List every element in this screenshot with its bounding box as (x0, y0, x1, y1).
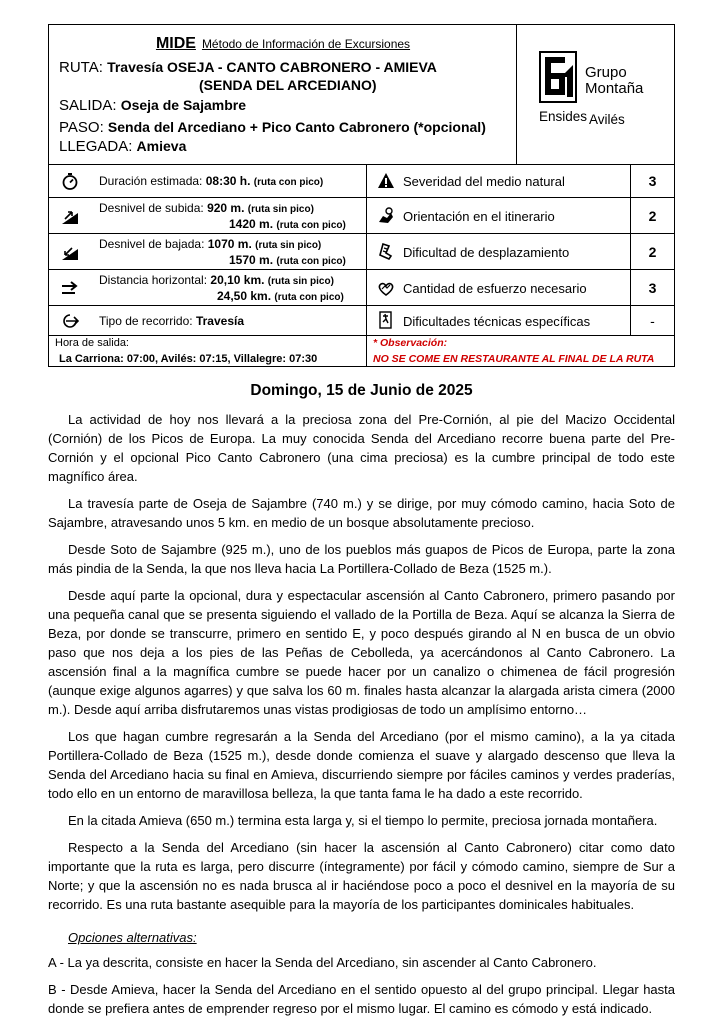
paragraph: En la citada Amieva (650 m.) termina esta larga y, si el tiempo lo permite, preciosa jornada montañera. (68, 813, 658, 828)
paso-line (59, 119, 486, 136)
subida-value-2: 1420 m. (229, 217, 274, 231)
llegada-line (59, 138, 186, 155)
warning-icon (377, 172, 395, 190)
salida-value: Oseja de Sajambre (120, 97, 246, 113)
ascent-icon (61, 208, 79, 226)
compass-hand-icon (377, 207, 395, 225)
distance-arrows-icon (61, 280, 79, 298)
subida-note-1: (ruta sin pico) (247, 204, 314, 215)
route-type-icon (61, 312, 79, 330)
ruta-line-2 (199, 77, 377, 94)
rating-label-tecnicas: Dificultades técnicas específicas (403, 314, 591, 329)
paso-label: PASO: (59, 119, 104, 136)
logo-sub-2: Avilés (589, 112, 625, 127)
bajada-value-1: 1070 m. (207, 237, 252, 251)
paragraph: Respecto a la Senda del Arcediano (sin hacer la ascensión al Canto Cabronero) citar como dato importante que la ruta es larga, pero discurre (íntegramente) por fácil y cómodo camino, siempre de Sur a Norte; y que la ascensión no es nada brusca al ir haciéndose poco a poco el desnivel en la mayoría de su recorrido. Es una ruta bastante asequible para la mayoría de los participantes dominicales habituales. (48, 840, 675, 912)
distancia-value-1: 20,10 km. (210, 273, 265, 287)
stats-row-hora (49, 336, 674, 366)
rating-value-desplazamiento: 2 (648, 244, 657, 260)
duracion-label: Duración estimada: (99, 174, 203, 188)
ruta-value: Travesía OSEJA - CANTO CABRONERO - AMIEVA (107, 59, 437, 75)
option-b: B - Desde Amieva, hacer la Senda del Arcediano en el sentido opuesto al del grupo principal. Llegar hasta donde se prefiera antes de emprender regreso por el mismo lugar. El camino es cómodo y está indicado. (48, 982, 675, 1016)
descent-icon (61, 244, 79, 262)
club-logo (517, 25, 674, 165)
logo-name-2: Montaña (585, 80, 644, 97)
bajada-note-2: (ruta con pico) (276, 256, 346, 267)
route-header (49, 25, 517, 165)
logo-name-1: Grupo (585, 64, 627, 81)
salida-line (59, 97, 246, 114)
distancia-note-2: (ruta con pico) (274, 292, 344, 303)
climbing-icon (377, 311, 395, 329)
duracion-note: (ruta con pico) (253, 177, 324, 188)
paragraph: La travesía parte de Oseja de Sajambre (740 m.) y se dirige, por muy cómodo camino, hacia Soto de Sajambre, atravesando unos 5 km. en medio de un bosque absolutamente precioso. (48, 496, 675, 530)
ruta-label: RUTA: (59, 59, 103, 76)
mountain-heart-icon (377, 279, 395, 297)
distancia-value-2: 24,50 km. (217, 289, 272, 303)
observacion-text: NO SE COME EN RESTAURANTE AL FINAL DE LA RUTA (373, 353, 655, 365)
llegada-value: Amieva (136, 138, 187, 154)
stats-row-bajada (49, 234, 674, 270)
hora-label: Hora de salida: (55, 337, 129, 349)
options-title: Opciones alternativas: (68, 930, 197, 945)
rating-label-esfuerzo: Cantidad de esfuerzo necesario (403, 281, 587, 296)
logo-subtext (539, 109, 625, 127)
duracion-value: 08:30 h. (205, 174, 251, 188)
bajada-label: Desnivel de bajada: (99, 237, 205, 251)
observacion-label: * Observación: (373, 337, 448, 349)
subida-value-1: 920 m. (207, 201, 245, 215)
stats-row-distancia (49, 270, 674, 306)
tipo-value: Travesía (195, 314, 244, 328)
distancia-note-1: (ruta sin pico) (267, 276, 334, 287)
stopwatch-icon (61, 172, 79, 190)
ruta-line (59, 59, 437, 76)
subida-note-2: (ruta con pico) (276, 220, 346, 231)
ruta-value-2: (SENDA DEL ARCEDIANO) (199, 77, 377, 93)
logo-text (585, 65, 643, 97)
paragraph: Los que hagan cumbre regresarán a la Senda del Arcediano (por el mismo camino), a la ya citada Portillera-Collado de Beza (1525 m.), desde donde comienza el suave y alargado descenso que lleva la Senda del Arcediano hacia su final en Amieva, discurriendo siempre por fáciles caminos y verdes praderías, todo ello en un entorno de maravillosa belleza, la que tanta fama le ha dado a este recorrido. (48, 729, 675, 801)
paragraph: La actividad de hoy nos llevará a la preciosa zona del Pre-Cornión, al pie del Macizo Occidental (Cornión) de los Picos de Europa. La muy conocida Senda del Arcediano recorre buena parte del Pre-Cornión y el opcional Pico Canto Cabronero (una cima preciosa) es la cumbre principal de todo este magnífico área. (48, 412, 675, 484)
subida-label: Desnivel de subida: (99, 201, 204, 215)
paragraph: Desde Soto de Sajambre (925 m.), uno de los pueblos más guapos de Picos de Europa, parte la zona más pindia de la Senda, la que nos lleva hacia La Portillera-Collado de Beza (1525 m.). (48, 542, 675, 576)
salida-label: SALIDA: (59, 97, 117, 114)
bajada-value-2: 1570 m. (229, 253, 274, 267)
hora-value: La Carriona: 07:00, Avilés: 07:15, Villalegre: 07:30 (59, 353, 318, 365)
rating-value-tecnicas: - (650, 313, 655, 329)
paso-value: Senda del Arcediano + Pico Canto Cabronero (*opcional) (107, 119, 486, 135)
rating-label-severidad: Severidad del medio natural (403, 174, 565, 189)
rating-value-esfuerzo: 3 (648, 280, 657, 296)
option-a: A - La ya descrita, consiste en hacer la Senda del Arcediano, sin ascender al Canto Cabronero. (48, 955, 597, 970)
rating-label-orientacion: Orientación en el itinerario (403, 209, 555, 224)
stats-row-subida (49, 198, 674, 234)
mide-description: Método de Información de Excursiones (201, 37, 411, 51)
logo-mark-icon (539, 51, 577, 103)
distancia-label: Distancia horizontal: (99, 273, 208, 287)
mide-title (49, 35, 517, 53)
stats-row-duracion (49, 165, 674, 198)
tipo-label: Tipo de recorrido: (99, 314, 193, 328)
logo-sub-1: Ensides (539, 109, 588, 124)
rating-label-desplazamiento: Dificultad de desplazamiento (403, 245, 570, 260)
route-description (48, 380, 675, 1026)
boot-icon (377, 243, 395, 261)
paragraph: Desde aquí parte la opcional, dura y espectacular ascensión al Canto Cabronero, primero pasando por una pequeña canal que se presenta siguiendo el vallado de la Portilla de Beza. Aquí se alcanza la Sierra de Beza, por donde se transcurre, primero en sentido E, y poco después girando al N en busca de un obvio paso que nos deja a los pies de las Peñas de Cebolleda, ya acercándonos al Canto Cabronero. La ascensión final a la magnífica cumbre se puede hacer por un canalizo o chimenea de fácil progresión (aunque exige algunos agarres) y que salva los 60 m. finales hasta alcanzar la alargada arista cimera (2000 m.). Desde aquí arriba disfrutaremos unas vistas prodigiosas de todo un amplísimo entorno… (48, 588, 675, 717)
rating-value-orientacion: 2 (648, 208, 657, 224)
llegada-label: LLEGADA: (59, 138, 133, 155)
rating-value-severidad: 3 (648, 173, 657, 189)
mide-label: MIDE (155, 35, 196, 52)
stats-row-tipo (49, 306, 674, 336)
route-info-table (48, 24, 675, 367)
bajada-note-1: (ruta sin pico) (255, 240, 322, 251)
event-date: Domingo, 15 de Junio de 2025 (250, 382, 473, 399)
